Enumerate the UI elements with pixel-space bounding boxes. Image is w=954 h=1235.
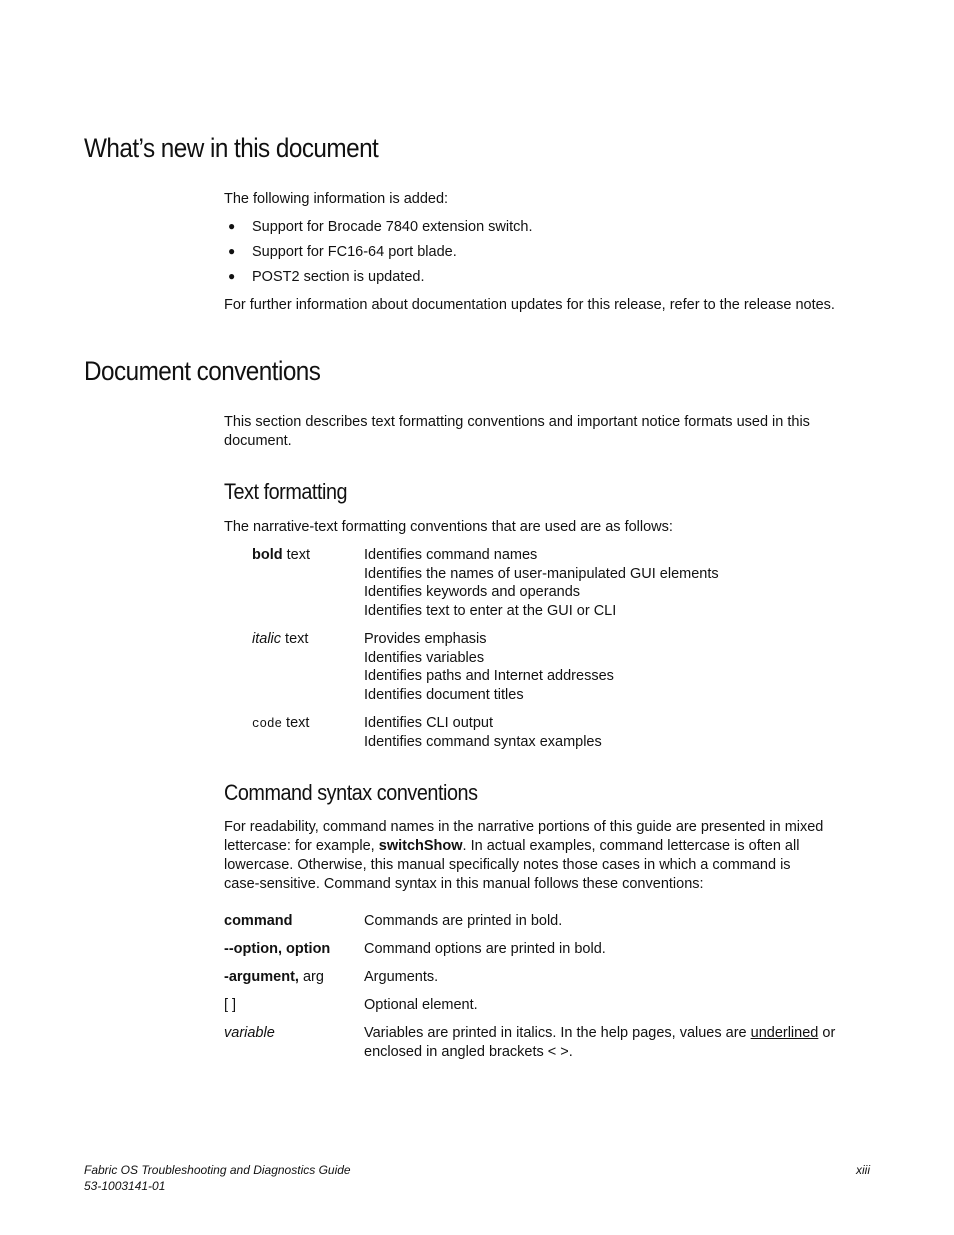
- syntax-desc-option: Command options are printed in bold.: [364, 941, 606, 957]
- syntax-term-variable: variable: [224, 1025, 275, 1041]
- bullet-dot: ●: [228, 219, 236, 233]
- whats-new-heading: What’s new in this document: [84, 133, 379, 163]
- syntax-term-command: command: [224, 913, 293, 929]
- syntax-term-option: --option, option: [224, 941, 331, 957]
- syntax-desc-command: Commands are printed in bold.: [364, 913, 563, 929]
- syntax-term-optional: [ ]: [224, 997, 237, 1013]
- format-term-italic: italic text: [252, 631, 309, 647]
- bullet-dot: ●: [228, 269, 236, 283]
- format-desc-code: Identifies CLI output Identifies command syntax examples: [364, 715, 602, 750]
- text-formatting-intro: The narrative-text formatting conventions that are used are as follows:: [224, 519, 673, 535]
- format-term-bold: bold text: [252, 547, 311, 563]
- command-syntax-paragraph: For readability, command names in the narrative portions of this guide are presented in mixed lettercase: for example, switchShow. In actual examples, command lettercase is often all lowercase. Otherwise, this manual specifically notes those cases in which a command is case-sensitive. Command syntax in this manual follows these conventions:: [224, 819, 824, 892]
- conventions-intro: This section describes text formatting conventions and important notice formats used in this document.: [224, 414, 810, 449]
- footer-doc-number: 53-1003141-01: [84, 1179, 166, 1193]
- syntax-term-argument: -argument, arg: [224, 969, 324, 985]
- list-item: Support for Brocade 7840 extension switch.: [252, 219, 533, 235]
- format-desc-bold: Identifies command names Identifies the names of user-manipulated GUI elements Identifies keywords and operands Identifies text to enter at the GUI or CLI: [364, 547, 719, 620]
- syntax-desc-optional: Optional element.: [364, 997, 478, 1013]
- format-term-code: code text: [252, 715, 310, 731]
- list-item: POST2 section is updated.: [252, 269, 425, 285]
- footer-title: Fabric OS Troubleshooting and Diagnostics Guide: [84, 1163, 351, 1177]
- command-syntax-heading: Command syntax conventions: [224, 780, 478, 805]
- list-item: Support for FC16-64 port blade.: [252, 244, 457, 260]
- syntax-desc-variable: Variables are printed in italics. In the help pages, values are underlined or enclosed in angled brackets < >.: [364, 1025, 836, 1060]
- footer-page-number: xiii: [856, 1163, 870, 1177]
- syntax-desc-argument: Arguments.: [364, 969, 439, 985]
- bullet-dot: ●: [228, 244, 236, 258]
- whats-new-intro: The following information is added:: [224, 191, 449, 207]
- document-conventions-heading: Document conventions: [84, 356, 321, 386]
- text-formatting-heading: Text formatting: [224, 479, 348, 504]
- whats-new-closing: For further information about documentation updates for this release, refer to the release notes.: [224, 297, 835, 313]
- footer-doc-info: [84, 1162, 351, 1194]
- format-desc-italic: Provides emphasis Identifies variables Identifies paths and Internet addresses Identifies document titles: [364, 631, 614, 704]
